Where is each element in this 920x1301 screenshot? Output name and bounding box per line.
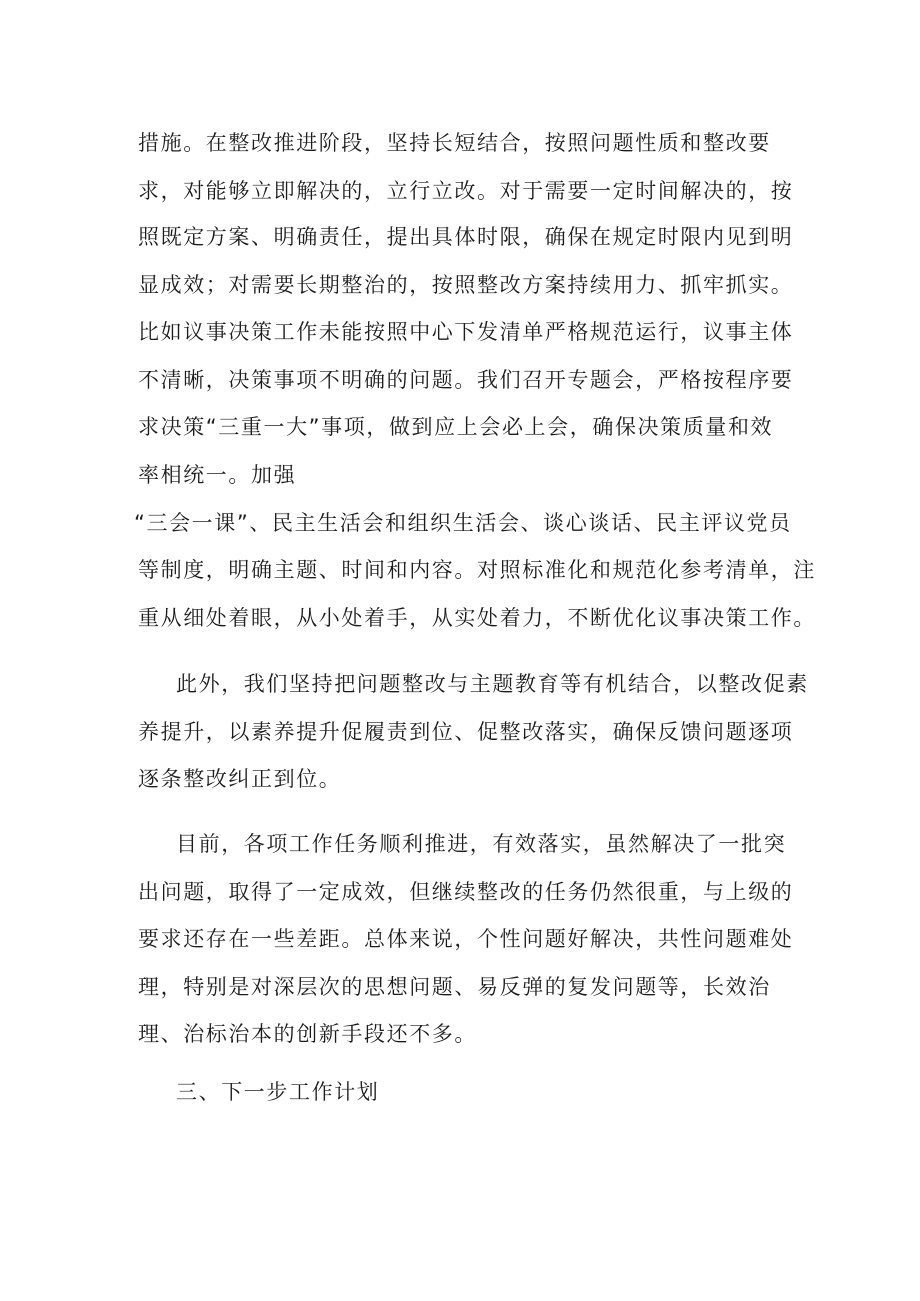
text-line: 措施。在整改推进阶段，坚持长短结合，按照问题性质和整改要 xyxy=(138,131,771,155)
text-line: 不清晰，决策事项不明确的问题。我们召开专题会，严格按程序要 xyxy=(138,368,794,392)
text-line: 目前，各项工作任务顺利推进，有效落实，虽然解决了一批突 xyxy=(176,832,787,856)
text-line: 照既定方案、明确责任，提出具体时限，确保在规定时限内见到明 xyxy=(138,225,794,249)
text-line: 显成效；对需要长期整治的，按照整改方案持续用力、抓牢抓实。 xyxy=(138,273,794,297)
text-line: 理、治标治本的创新手段还不多。 xyxy=(138,1022,477,1046)
text-line: 要求还存在一些差距。总体来说，个性问题好解决，共性问题难处 xyxy=(138,927,794,951)
text-line: 此外，我们坚持把问题整改与主题教育等有机结合，以整改促素 xyxy=(176,672,809,696)
text-line: 求决策“三重一大”事项，做到应上会必上会，确保决策质量和效 xyxy=(138,415,774,439)
text-line: 出问题，取得了一定成效，但继续整改的任务仍然很重，与上级的 xyxy=(138,880,794,904)
text-line: 养提升，以素养提升促履责到位、促整改落实，确保反馈问题逐项 xyxy=(138,720,794,744)
text-line: 比如议事决策工作未能按照中心下发清单严格规范运行，议事主体 xyxy=(138,320,794,344)
text-line: 理，特别是对深层次的思想问题、易反弹的复发问题等，长效治 xyxy=(138,975,771,999)
text-line: “三会一课”、民主生活会和组织生活会、谈心谈话、民主评议党员 xyxy=(134,511,792,535)
text-line: 重从细处着眼，从小处着手，从实处着力，不断优化议事决策工作。 xyxy=(138,606,816,630)
section-heading: 三、下一步工作计划 xyxy=(176,1080,380,1104)
text-line: 逐条整改纠正到位。 xyxy=(138,767,342,791)
text-line: 率相统一。加强 xyxy=(138,463,297,487)
text-line: 求，对能够立即解决的，立行立改。对于需要一定时间解决的，按 xyxy=(138,179,794,203)
text-line: 等制度，明确主题、时间和内容。对照标准化和规范化参考清单，注 xyxy=(138,558,816,582)
